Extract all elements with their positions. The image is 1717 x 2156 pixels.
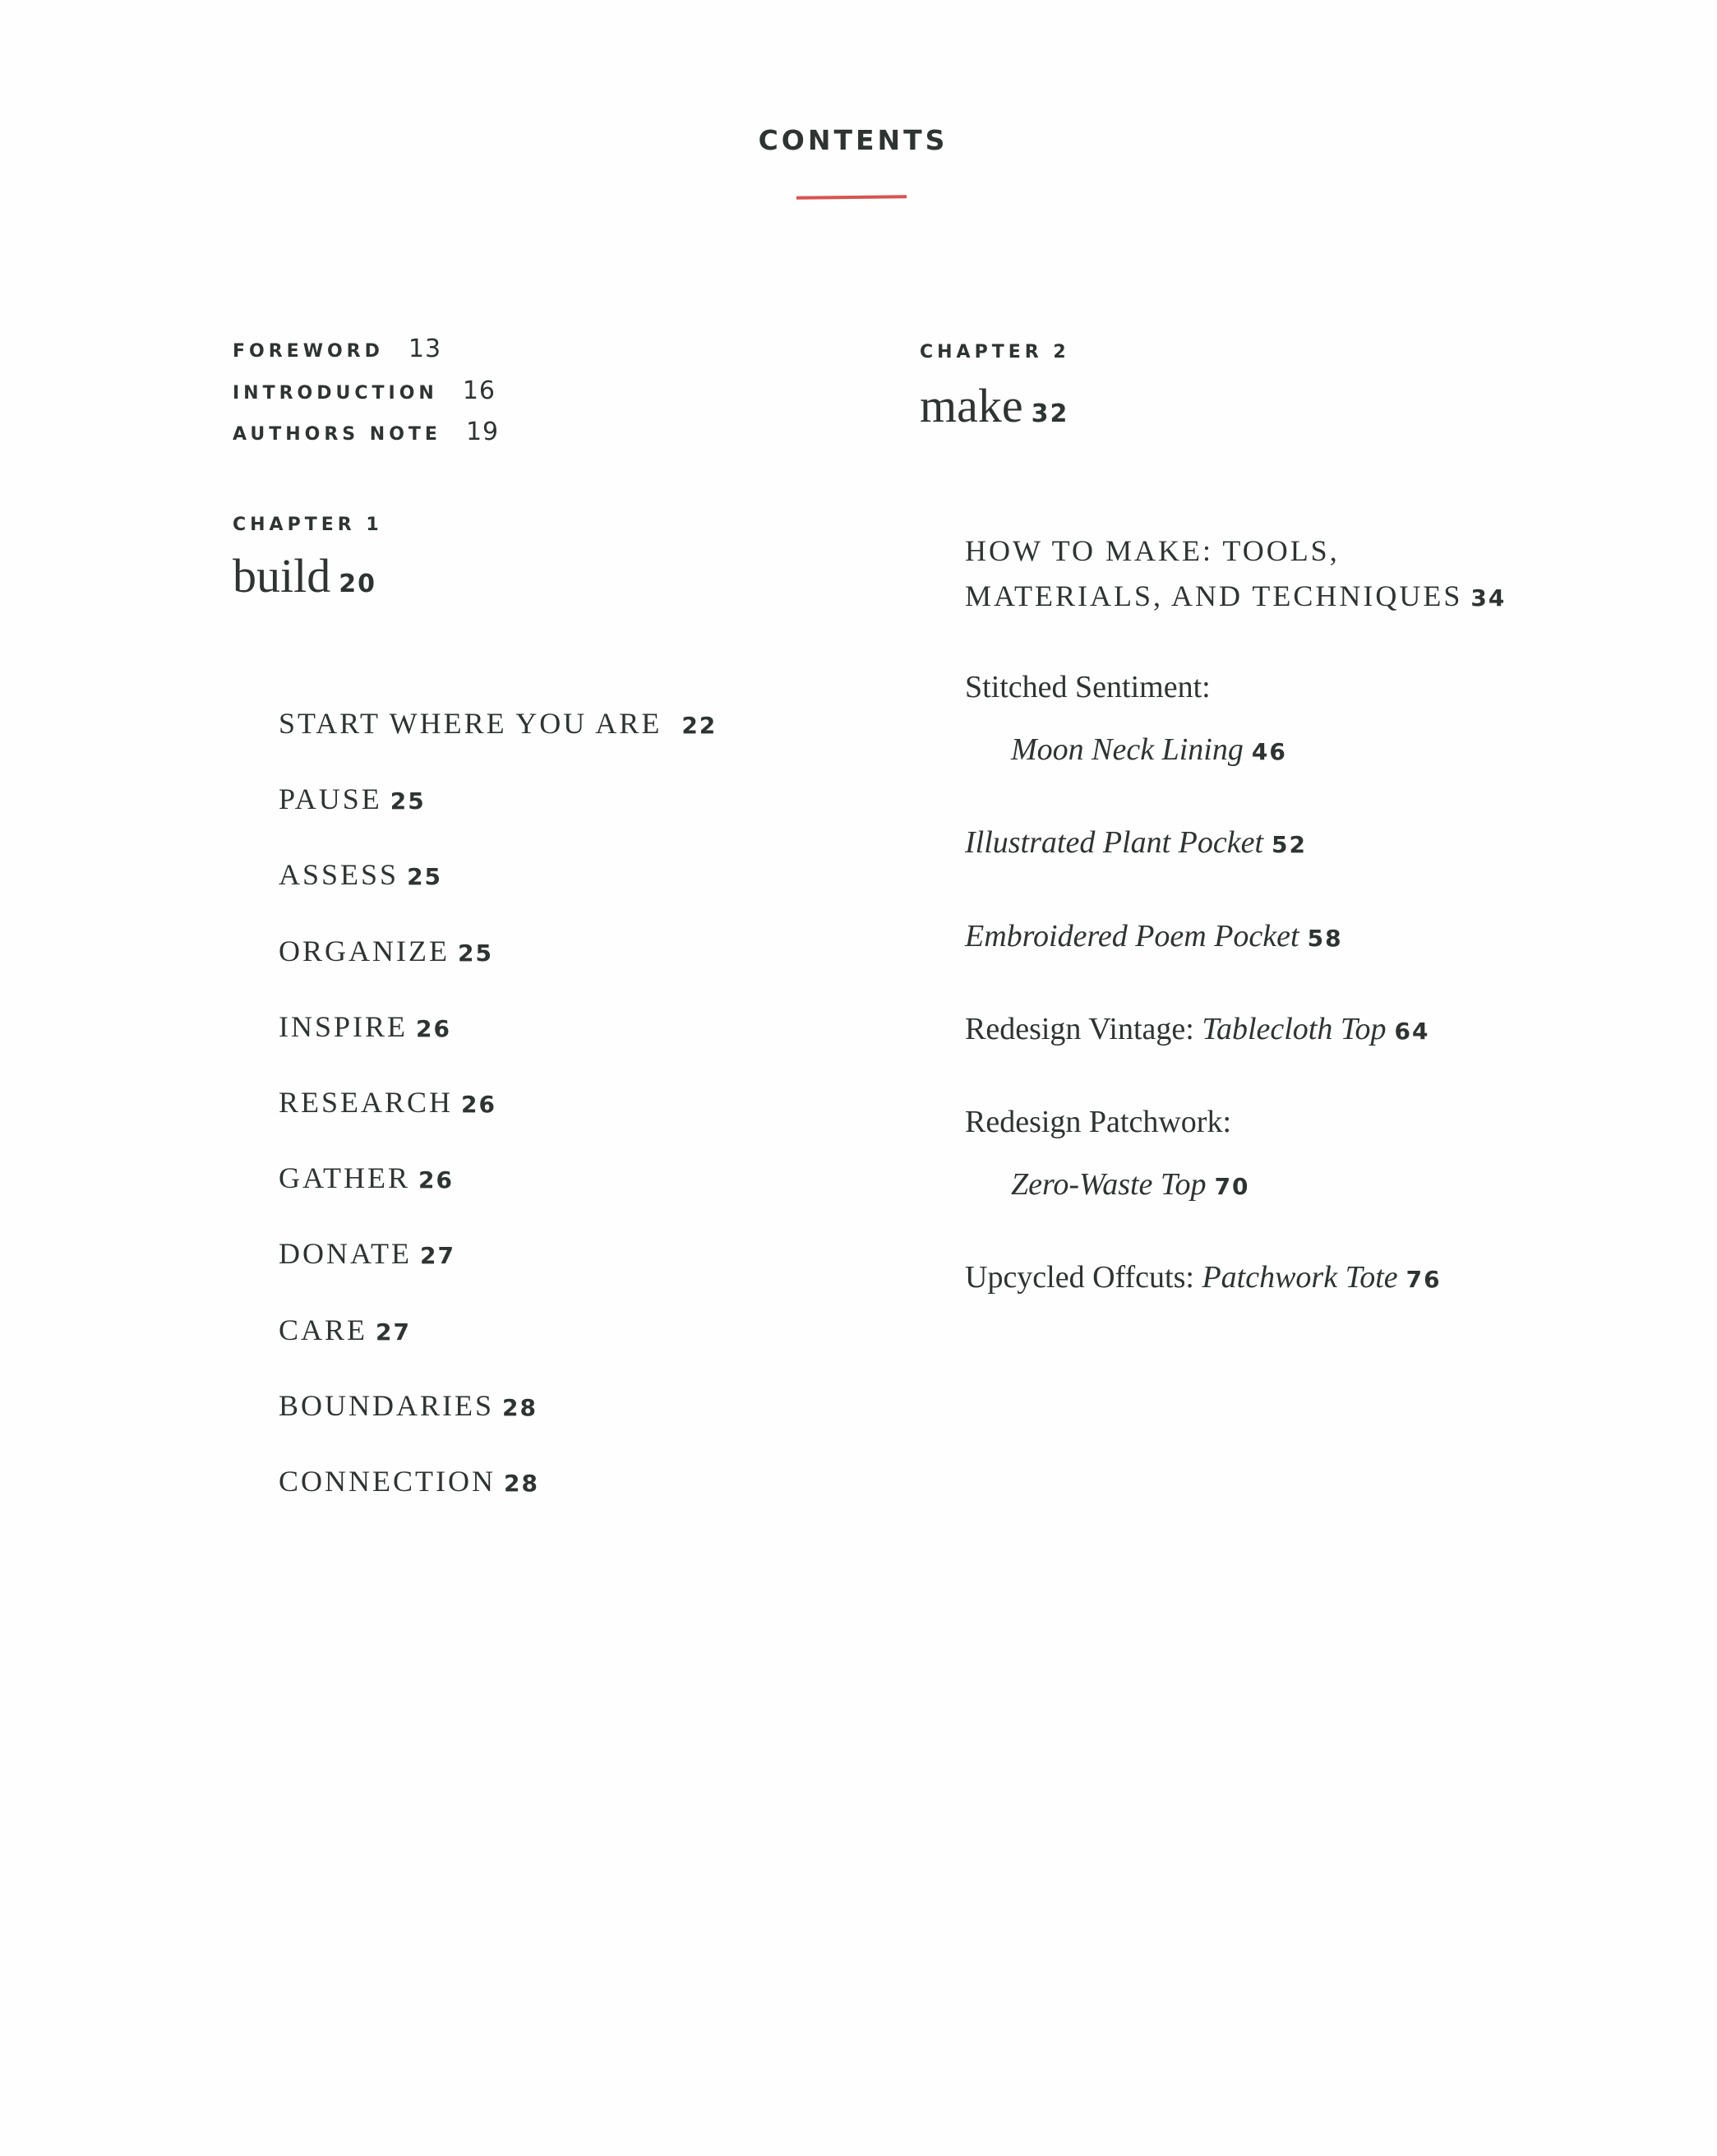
toc-entry[interactable]: [279, 1466, 539, 1496]
entry-page: 19: [465, 418, 500, 446]
entry-page: 16: [462, 376, 496, 405]
toc-entry-plant-pocket[interactable]: [965, 827, 1307, 858]
entry-label: AUTHORS NOTE: [233, 424, 441, 445]
toc-entry[interactable]: [279, 1315, 411, 1345]
toc-entry[interactable]: [279, 1163, 454, 1193]
entry-page: 22: [681, 712, 718, 739]
chapter-page: 20: [339, 570, 376, 598]
toc-entry-authors-note[interactable]: [233, 420, 499, 445]
entry-label: PAUSE: [279, 783, 382, 816]
entry-label: GATHER: [279, 1161, 410, 1195]
toc-entry[interactable]: [279, 1388, 538, 1422]
chapter-1-title[interactable]: [233, 549, 376, 602]
entry-page: 28: [502, 1393, 538, 1421]
entry-label: INTRODUCTION: [233, 383, 438, 404]
entry-label: CARE: [279, 1313, 368, 1346]
chapter-2-title[interactable]: [920, 379, 1069, 432]
toc-entry-zero-waste-top[interactable]: [1011, 1169, 1250, 1200]
entry-page: 25: [407, 863, 443, 891]
toc-entry-patchwork-tote[interactable]: [965, 1262, 1442, 1293]
chapter-1-label: CHAPTER 1: [233, 515, 383, 535]
entry-page: 25: [457, 939, 493, 967]
entry-page: 25: [390, 787, 426, 815]
toc-entry-stitched-sentiment[interactable]: [965, 672, 1211, 703]
toc-entry-redesign-patchwork[interactable]: [965, 1106, 1231, 1138]
entry-label: BOUNDARIES: [279, 1388, 495, 1422]
entry-title: Embroidered Poem Pocket: [965, 919, 1299, 953]
toc-entry[interactable]: [279, 1009, 451, 1043]
toc-entry-how-to-make[interactable]: [965, 536, 1340, 566]
entry-page: 52: [1272, 831, 1307, 858]
entry-page: 34: [1470, 584, 1507, 612]
entry-title: Patchwork Tote: [1202, 1260, 1398, 1295]
chapter-page: 32: [1031, 399, 1069, 428]
entry-label: FOREWORD: [233, 341, 384, 362]
entry-page: 26: [416, 1014, 451, 1042]
chapter-name: make: [920, 379, 1023, 432]
toc-entry-how-to-make-cont[interactable]: [965, 581, 1506, 611]
toc-entry-tablecloth-top[interactable]: [965, 1013, 1429, 1045]
entry-title: Tablecloth Top: [1202, 1012, 1387, 1046]
entry-page: 27: [419, 1242, 455, 1270]
toc-entry[interactable]: [279, 1237, 455, 1271]
title-divider: [796, 195, 907, 199]
toc-entry[interactable]: [279, 936, 493, 966]
entry-label: INSPIRE: [279, 1009, 408, 1043]
entry-label: DONATE: [279, 1237, 412, 1271]
toc-entry-introduction[interactable]: [233, 376, 496, 405]
entry-page: 58: [1307, 925, 1343, 952]
entry-page: 76: [1405, 1266, 1442, 1293]
toc-entry[interactable]: [279, 858, 443, 892]
toc-entry-foreword[interactable]: [233, 337, 441, 362]
entry-label: ORGANIZE: [279, 934, 450, 967]
entry-page: 46: [1251, 738, 1287, 765]
entry-label: START WHERE YOU ARE: [279, 707, 662, 740]
entry-title: Moon Neck Lining: [1011, 732, 1244, 767]
entry-label: HOW TO MAKE: TOOLS,: [965, 534, 1340, 567]
toc-entry[interactable]: [279, 784, 426, 814]
entry-label: Redesign Patchwork:: [965, 1105, 1232, 1139]
toc-entry[interactable]: [279, 709, 717, 738]
chapter-2-label: CHAPTER 2: [920, 342, 1070, 362]
entry-label: Upcycled Offcuts:: [965, 1260, 1194, 1295]
toc-entry[interactable]: [279, 1087, 496, 1117]
entry-page: 26: [418, 1166, 454, 1194]
entry-page: 64: [1394, 1018, 1430, 1045]
entry-page: 28: [503, 1470, 539, 1497]
page-title: CONTENTS: [758, 124, 949, 156]
entry-title: Illustrated Plant Pocket: [965, 825, 1264, 860]
entry-page: 70: [1214, 1173, 1250, 1200]
entry-label: RESEARCH: [279, 1086, 454, 1119]
entry-label: ASSESS: [279, 858, 399, 892]
entry-page: 27: [376, 1318, 411, 1346]
entry-page: 13: [408, 335, 442, 363]
entry-label: Stitched Sentiment:: [965, 670, 1211, 704]
entry-page: 26: [461, 1091, 497, 1118]
toc-entry-moon-neck-lining[interactable]: [1011, 734, 1287, 765]
chapter-name: build: [233, 549, 331, 602]
toc-entry-poem-pocket[interactable]: [965, 921, 1343, 952]
entry-label: CONNECTION: [279, 1465, 496, 1498]
entry-label: MATERIALS, AND TECHNIQUES: [965, 579, 1463, 612]
entry-title: Zero-Waste Top: [1011, 1167, 1207, 1202]
entry-label: Redesign Vintage:: [965, 1012, 1194, 1046]
